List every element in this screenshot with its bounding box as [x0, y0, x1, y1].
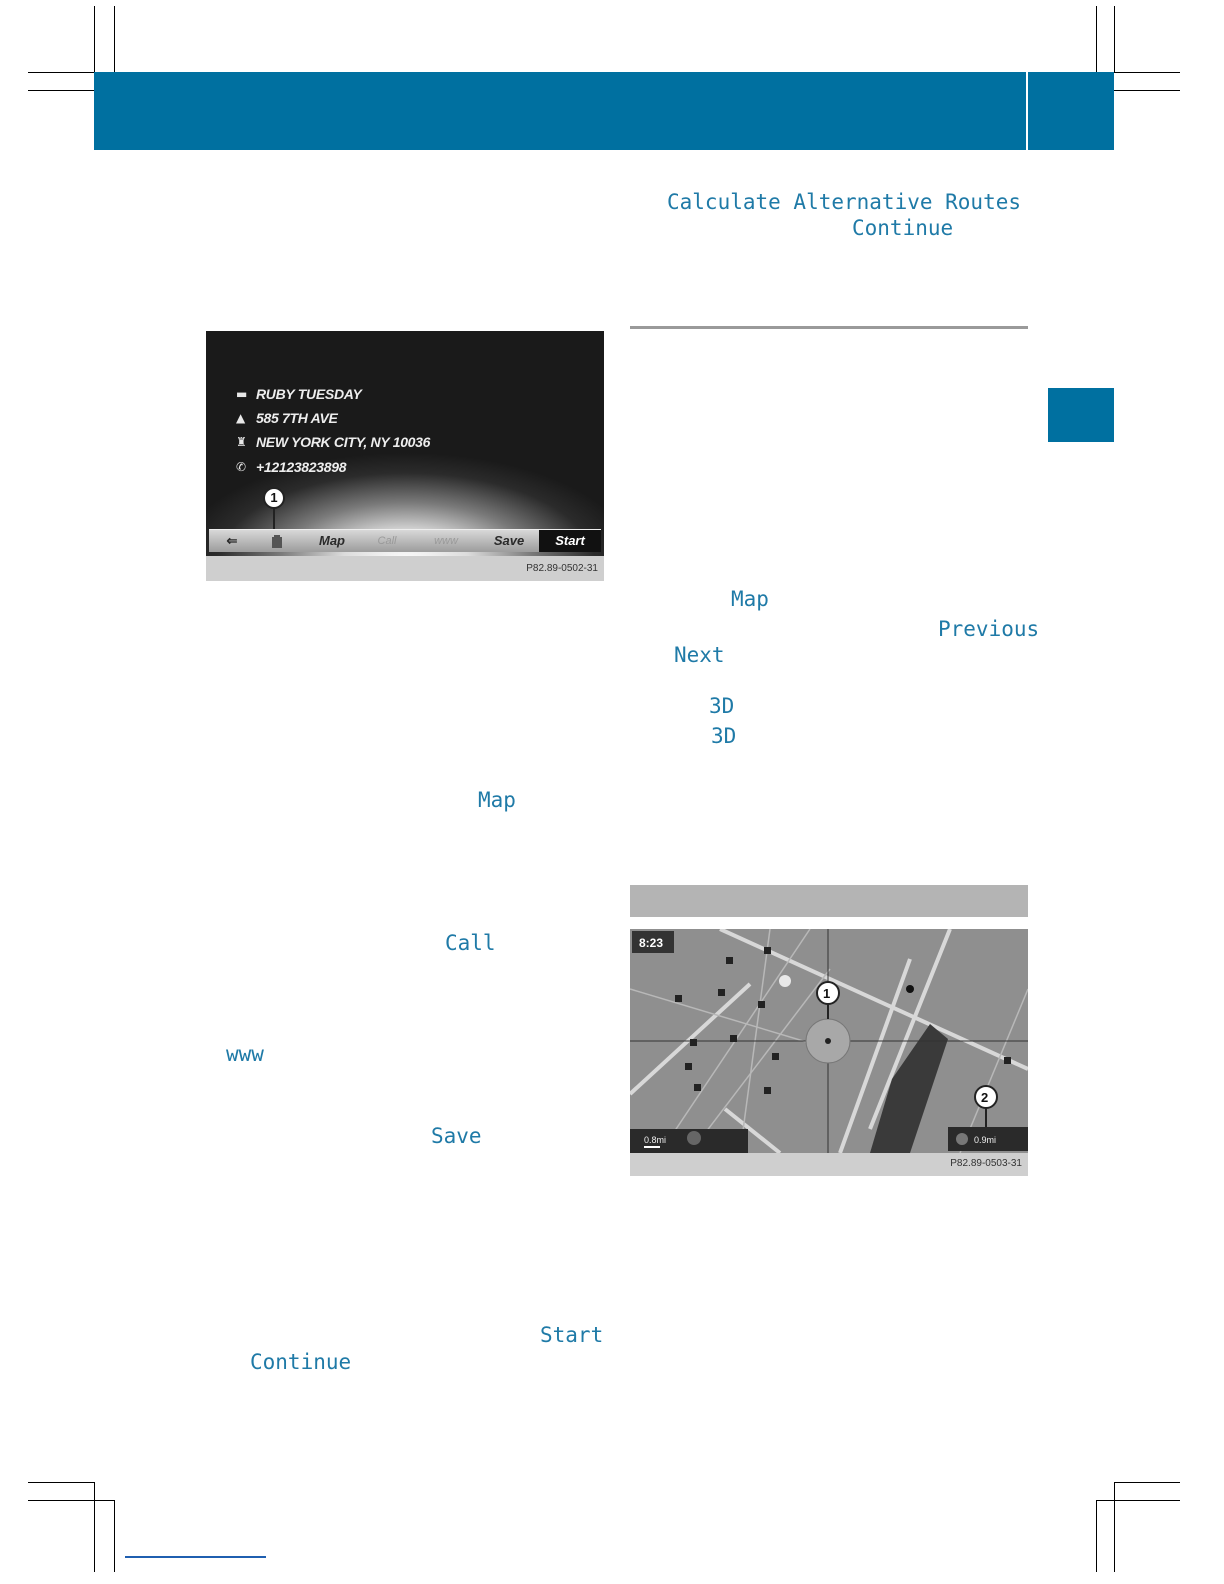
- map-screen: [630, 929, 1028, 1176]
- figure-code: P82.89-0503-31: [950, 1158, 1022, 1169]
- header-divider: [1026, 72, 1028, 150]
- keyword-map: Map: [478, 788, 516, 812]
- list-item: [236, 408, 338, 428]
- crop-mark: [1114, 6, 1115, 72]
- crop-mark: [28, 72, 94, 73]
- keyword-3d: 3D: [711, 724, 737, 748]
- menu-bar: [209, 529, 601, 552]
- poi-street: 585 7TH AVE: [256, 410, 338, 426]
- location-pin-icon: ▲: [236, 411, 246, 425]
- poi-name: RUBY TUESDAY: [256, 386, 362, 402]
- keyword-www: www: [226, 1042, 264, 1066]
- destination-screen: [206, 331, 604, 581]
- poi-phone: +12123823898: [256, 459, 347, 475]
- poi-city: NEW YORK CITY, NY 10036: [256, 434, 431, 450]
- keyword-previous: Previous: [938, 617, 1040, 641]
- crop-mark: [1114, 1482, 1180, 1483]
- footer-link-underline: [125, 1556, 266, 1558]
- keyword-calculate-alternative-routes: Calculate Alternative Routes: [667, 190, 1022, 214]
- list-item: [236, 432, 430, 452]
- header-banner: [94, 72, 1114, 150]
- map-display: [630, 929, 1028, 1153]
- crop-mark: [28, 1482, 94, 1483]
- keyword-save: Save: [431, 1124, 482, 1148]
- callout-2-label: 2: [981, 1090, 989, 1105]
- figure-code-bar: [630, 1153, 1028, 1176]
- keyword-next: Next: [674, 643, 725, 667]
- list-item: [236, 457, 346, 477]
- section-heading-bar: [630, 885, 1028, 917]
- route-icon: [956, 1133, 968, 1145]
- keyword-3d: 3D: [709, 694, 735, 718]
- crop-mark: [1114, 90, 1180, 91]
- keyword-continue: Continue: [250, 1350, 352, 1374]
- phone-icon: ✆: [236, 460, 247, 474]
- keyword-start: Start: [540, 1323, 604, 1347]
- section-rule: [630, 326, 1028, 329]
- crop-mark: [94, 1482, 95, 1572]
- car-icon: ▬: [236, 387, 248, 401]
- start-button[interactable]: Start: [539, 530, 601, 552]
- chapter-tab: [1048, 388, 1114, 442]
- figure-code: P82.89-0502-31: [526, 563, 598, 574]
- poi-marker-round: [779, 975, 791, 987]
- crop-mark: [1096, 6, 1097, 72]
- compass-icon: [687, 1131, 701, 1145]
- list-item: [236, 384, 362, 404]
- crop-mark: [1096, 1500, 1180, 1501]
- callout-line: [273, 507, 275, 531]
- crop-mark: [28, 1500, 114, 1501]
- crop-mark: [1096, 1500, 1097, 1572]
- map-button[interactable]: Map: [319, 533, 345, 548]
- map-scale: 0.8mi: [644, 1135, 667, 1145]
- distance-value: 0.9mi: [974, 1135, 997, 1145]
- save-button[interactable]: Save: [493, 533, 525, 548]
- callout-1: 1: [263, 487, 285, 509]
- www-button[interactable]: www: [434, 535, 458, 547]
- keyword-map: Map: [731, 587, 769, 611]
- crop-mark: [28, 90, 94, 91]
- crop-mark: [1114, 72, 1180, 73]
- crop-mark: [1114, 1482, 1115, 1572]
- keyword-call: Call: [445, 931, 496, 955]
- callout-1-label: 1: [823, 986, 831, 1001]
- crop-mark: [114, 1500, 115, 1572]
- crop-mark: [114, 6, 115, 72]
- city-icon: ♜: [236, 435, 247, 449]
- crop-mark: [94, 6, 95, 72]
- address-book-icon[interactable]: [257, 530, 297, 552]
- back-button[interactable]: ⇐: [226, 533, 238, 548]
- clock-time: 8:23: [639, 936, 664, 950]
- keyword-continue: Continue: [852, 216, 954, 240]
- figure-code-bar: [206, 556, 604, 581]
- call-button[interactable]: Call: [377, 535, 397, 547]
